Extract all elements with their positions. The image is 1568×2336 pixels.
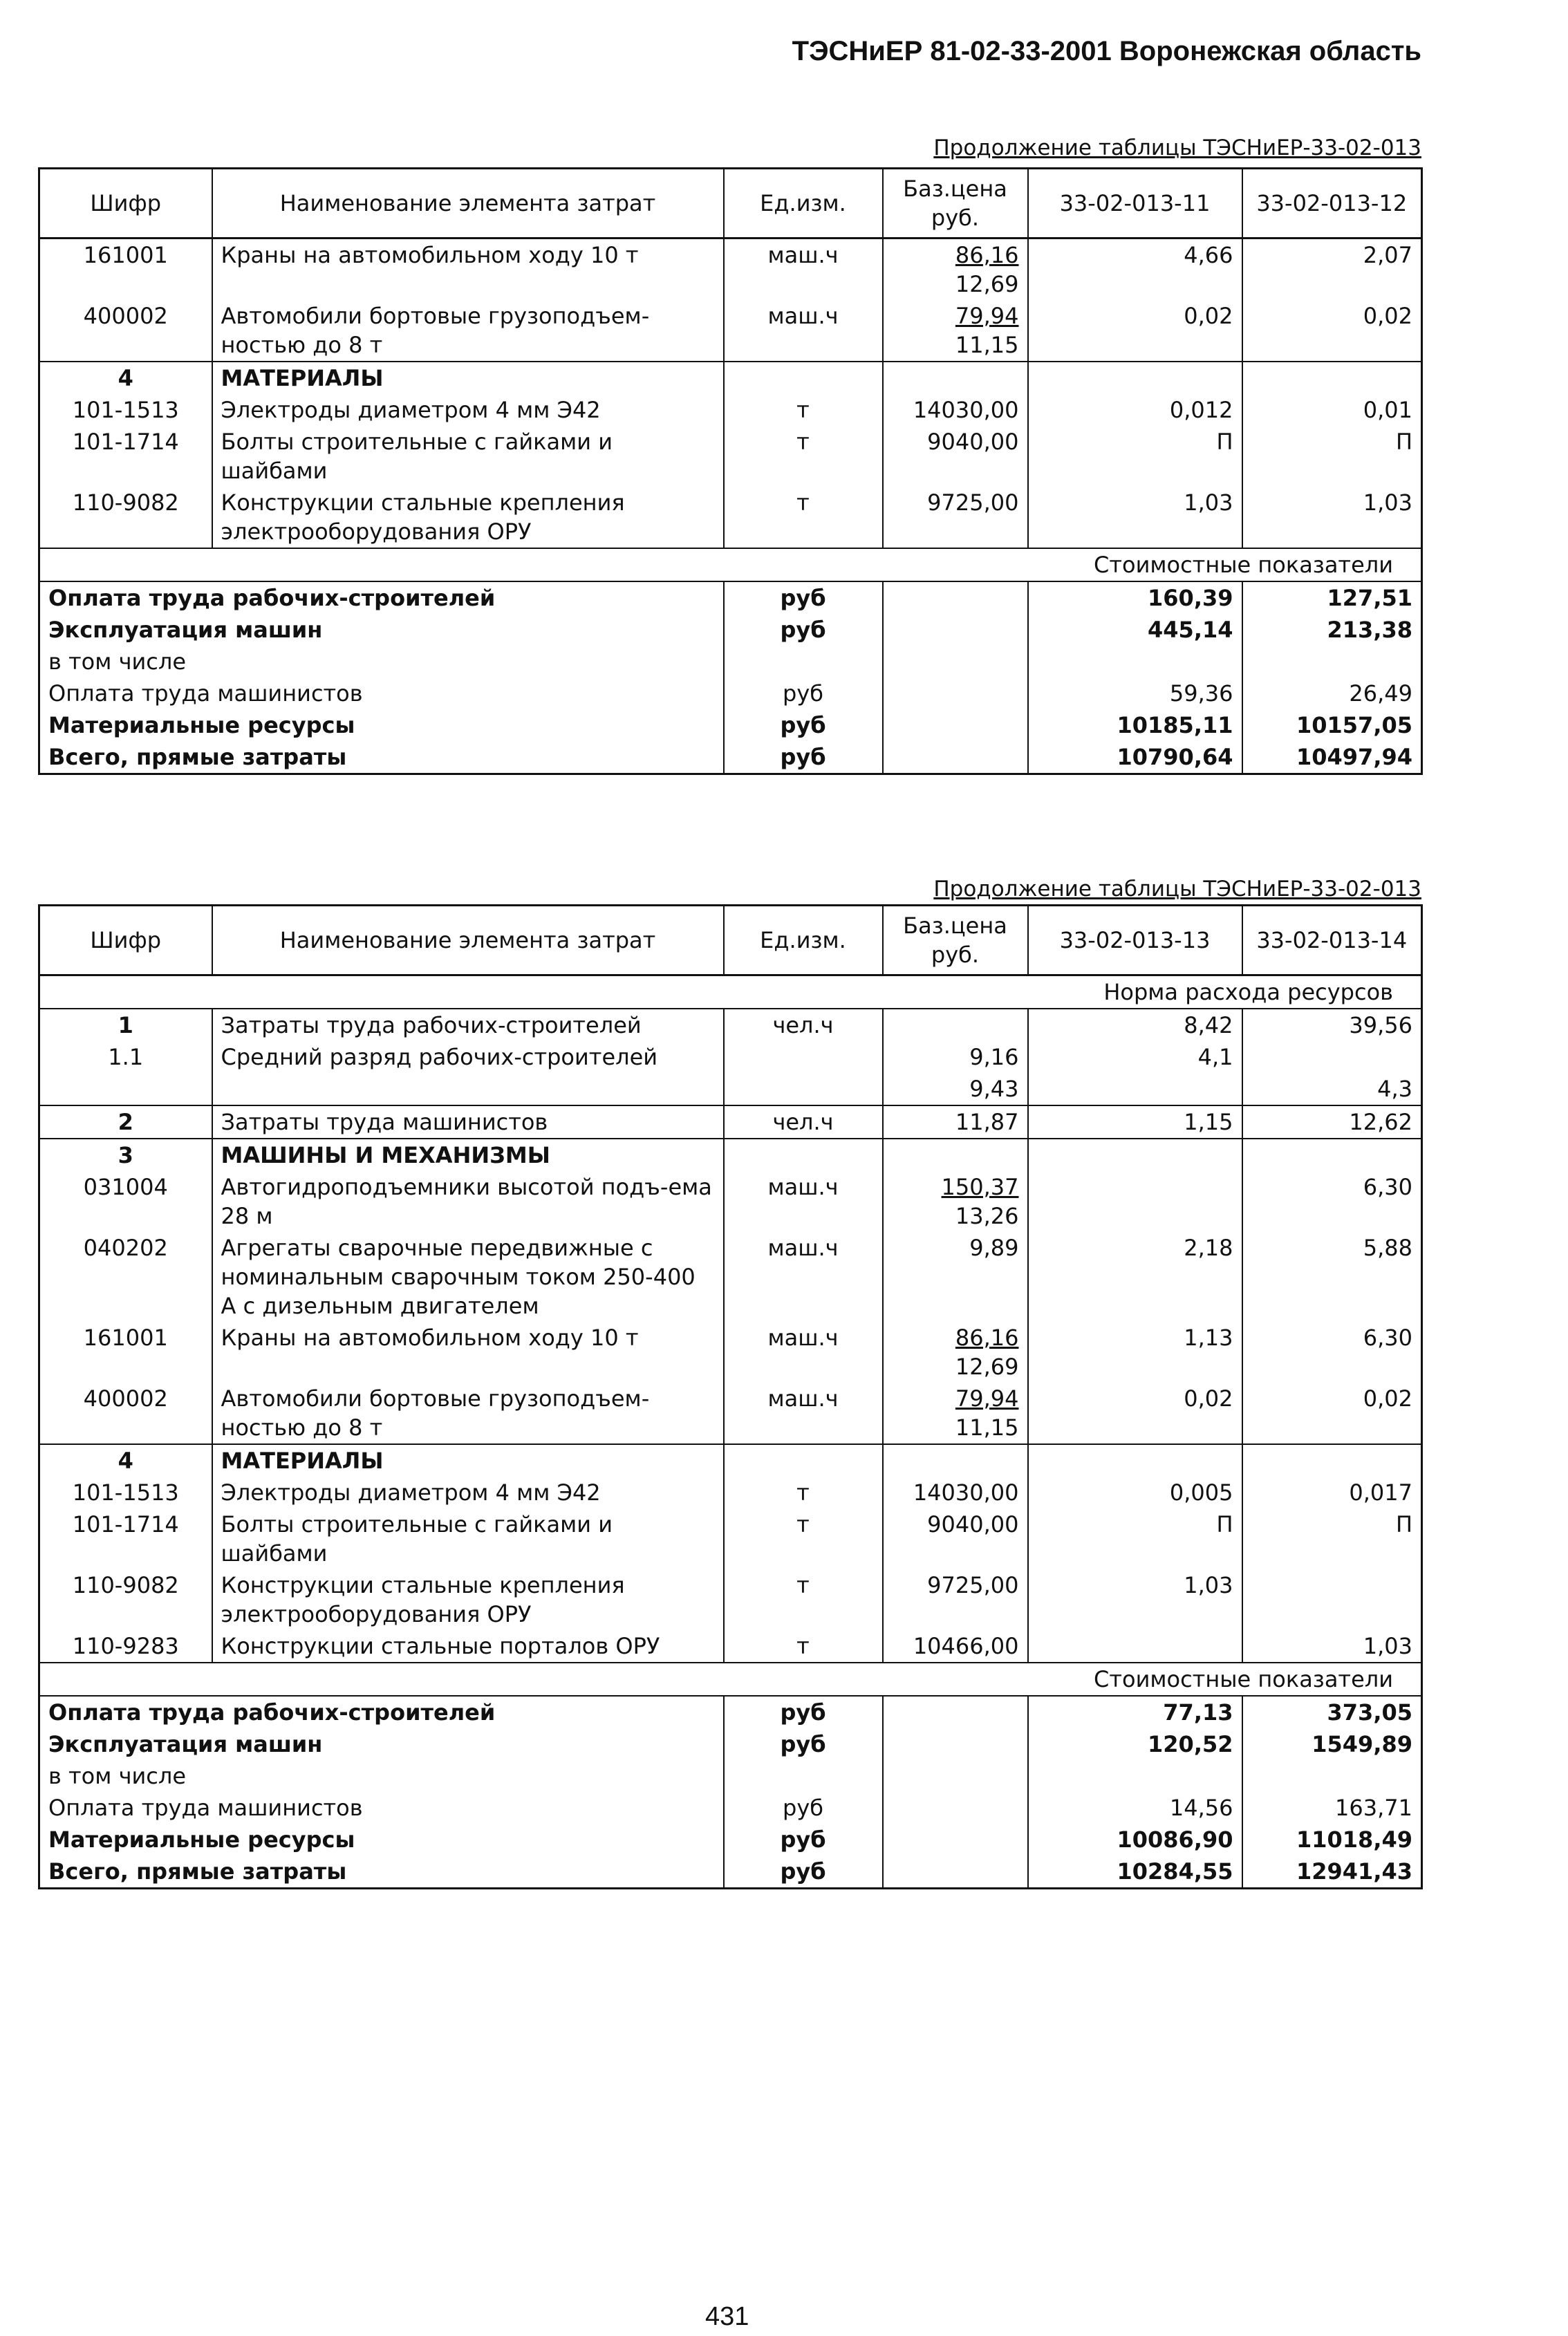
row-value-b: П: [1242, 426, 1422, 487]
row-name: Автомобили бортовые грузоподъем-ностью до 8 т: [212, 300, 724, 362]
row-value-b: 0,017: [1242, 1477, 1422, 1508]
row-price: 11,87: [883, 1105, 1028, 1139]
norm-band-row: [39, 975, 1422, 1009]
summary-label: Всего, прямые затраты: [48, 1858, 347, 1885]
table-row: [39, 426, 1422, 487]
section-code: 3: [39, 1139, 212, 1171]
cost-band-label: Стоимостные показатели: [39, 1663, 1422, 1696]
row-value-a: [1028, 1630, 1242, 1663]
summary-label: в том числе: [48, 1763, 186, 1789]
row-code: 400002: [39, 1383, 212, 1444]
row-value-a: 4,66: [1028, 239, 1242, 301]
summary-value-b: 10497,94: [1242, 741, 1422, 774]
col-header-code: Шифр: [39, 169, 212, 239]
row-value-b: П: [1242, 1508, 1422, 1569]
row-unit: т: [724, 426, 883, 487]
row-code: 101-1714: [39, 1508, 212, 1569]
col-header-price: [883, 906, 1028, 975]
table-row: [39, 1009, 1422, 1041]
summary-value-b: 26,49: [1242, 678, 1422, 709]
cost-band-label: Стоимостные показатели: [39, 548, 1422, 581]
summary-row: [39, 678, 1422, 709]
table2-header-row: [39, 906, 1422, 975]
summary-row: [39, 1824, 1422, 1856]
price-header-line2: руб.: [931, 205, 980, 231]
row-value-b: 0,01: [1242, 394, 1422, 426]
col-header-name: Наименование элемента затрат: [212, 169, 724, 239]
row-value-a: 0,02: [1028, 300, 1242, 362]
row-name: Автогидроподъемники высотой подъ-ема 28 м: [212, 1171, 724, 1232]
row-value-a: 1,03: [1028, 487, 1242, 548]
section-code: 4: [39, 1444, 212, 1477]
col-header-unit: Ед.изм.: [724, 906, 883, 975]
price-bottom: 12,69: [955, 1354, 1019, 1380]
row-value-b: 2,07: [1242, 239, 1422, 301]
summary-unit: руб: [724, 709, 883, 741]
row-code: 1: [39, 1009, 212, 1041]
summary-row: [39, 1856, 1422, 1889]
summary-unit: руб: [724, 741, 883, 774]
row-price: [883, 1009, 1028, 1041]
row-value-a: 0,005: [1028, 1477, 1242, 1508]
table-row: [39, 300, 1422, 362]
row-code: 110-9082: [39, 1569, 212, 1630]
row-code: 101-1513: [39, 1477, 212, 1508]
row-name: Краны на автомобильном ходу 10 т: [212, 1322, 724, 1383]
table-row: [39, 1322, 1422, 1383]
row-value-a: 1,15: [1028, 1105, 1242, 1139]
col-header-code: Шифр: [39, 906, 212, 975]
summary-unit: руб: [724, 614, 883, 646]
row-price: 9,16: [883, 1041, 1028, 1073]
row-name: Конструкции стальные крепления электрооборудования ОРУ: [212, 487, 724, 548]
row-value-b: 1,03: [1242, 487, 1422, 548]
row-unit: т: [724, 487, 883, 548]
section-row: [39, 1444, 1422, 1477]
section-title: МАТЕРИАЛЫ: [212, 362, 724, 394]
row-value-a: [1028, 1073, 1242, 1105]
summary-value-b: 163,71: [1242, 1792, 1422, 1824]
col-header-unit: Ед.изм.: [724, 169, 883, 239]
row-code: 031004: [39, 1171, 212, 1232]
row-code: 040202: [39, 1232, 212, 1322]
summary-value-a: 10185,11: [1028, 709, 1242, 741]
row-unit: т: [724, 1630, 883, 1663]
price-bottom: 12,69: [955, 271, 1019, 297]
row-value-a: П: [1028, 1508, 1242, 1569]
row-price: [883, 239, 1028, 301]
row-value-b: 39,56: [1242, 1009, 1422, 1041]
row-name: Конструкции стальные крепления электрооборудования ОРУ: [212, 1569, 724, 1630]
row-value-b: [1242, 1569, 1422, 1630]
summary-label: Оплата труда рабочих-строителей: [48, 1699, 496, 1726]
table-row: [39, 1232, 1422, 1322]
row-code: 161001: [39, 1322, 212, 1383]
summary-value-b: 127,51: [1242, 581, 1422, 614]
summary-value-a: [1028, 646, 1242, 678]
summary-row: [39, 1728, 1422, 1760]
price-bottom: 11,15: [955, 1414, 1019, 1441]
row-price: [883, 300, 1028, 362]
section-title: МАТЕРИАЛЫ: [212, 1444, 724, 1477]
row-code: 110-9283: [39, 1630, 212, 1663]
row-value-a: [1028, 1171, 1242, 1232]
table-row: [39, 239, 1422, 301]
section-row: [39, 362, 1422, 394]
table-row: [39, 1383, 1422, 1444]
summary-unit: руб: [724, 1696, 883, 1728]
section-title: МАШИНЫ И МЕХАНИЗМЫ: [212, 1139, 724, 1171]
row-unit: чел.ч: [724, 1009, 883, 1041]
row-name: Конструкции стальные порталов ОРУ: [212, 1630, 724, 1663]
table-row: [39, 1105, 1422, 1139]
row-name: Автомобили бортовые грузоподъем-ностью до 8 т: [212, 1383, 724, 1444]
row-unit: маш.ч: [724, 239, 883, 301]
row-value-a: 2,18: [1028, 1232, 1242, 1322]
row-unit: т: [724, 1569, 883, 1630]
col-header-norm-a: 33-02-013-13: [1028, 906, 1242, 975]
row-value-b: 6,30: [1242, 1171, 1422, 1232]
row-unit: [724, 1041, 883, 1073]
summary-value-a: 10086,90: [1028, 1824, 1242, 1856]
summary-row: [39, 741, 1422, 774]
summary-row: [39, 581, 1422, 614]
section-code: 4: [39, 362, 212, 394]
table1-caption: Продолжение таблицы ТЭСНиЕР-33-02-013: [933, 136, 1421, 160]
summary-value-a: 14,56: [1028, 1792, 1242, 1824]
table-row: [39, 1073, 1422, 1105]
row-unit: т: [724, 394, 883, 426]
summary-value-b: 11018,49: [1242, 1824, 1422, 1856]
row-name: Краны на автомобильном ходу 10 т: [212, 239, 724, 301]
summary-label: Материальные ресурсы: [48, 712, 355, 738]
row-price: [883, 1383, 1028, 1444]
summary-value-a: [1028, 1760, 1242, 1792]
row-price: 9,89: [883, 1232, 1028, 1322]
summary-label: Эксплуатация машин: [48, 1731, 323, 1757]
price-top: 86,16: [955, 1325, 1019, 1351]
summary-row: [39, 614, 1422, 646]
row-name: Болты строительные с гайками и шайбами: [212, 1508, 724, 1569]
summary-value-b: 12941,43: [1242, 1856, 1422, 1889]
row-unit: маш.ч: [724, 1171, 883, 1232]
summary-value-a: 59,36: [1028, 678, 1242, 709]
table-row: [39, 1171, 1422, 1232]
summary-row: [39, 1760, 1422, 1792]
row-code: 110-9082: [39, 487, 212, 548]
row-unit: [724, 1073, 883, 1105]
row-value-b: 4,3: [1242, 1073, 1422, 1105]
row-value-a: 8,42: [1028, 1009, 1242, 1041]
row-name: [212, 1073, 724, 1105]
row-value-a: 1,13: [1028, 1322, 1242, 1383]
summary-label: Эксплуатация машин: [48, 617, 323, 643]
row-value-b: 5,88: [1242, 1232, 1422, 1322]
table1-header-row: [39, 169, 1422, 239]
summary-value-b: [1242, 1760, 1422, 1792]
row-value-a: 0,012: [1028, 394, 1242, 426]
summary-value-a: 77,13: [1028, 1696, 1242, 1728]
summary-unit: руб: [724, 581, 883, 614]
summary-value-b: 213,38: [1242, 614, 1422, 646]
summary-unit: руб: [724, 1728, 883, 1760]
page-number: 431: [705, 2302, 749, 2331]
price-header-line1: Баз.цена: [903, 913, 1007, 939]
row-price: 9725,00: [883, 487, 1028, 548]
row-price: 14030,00: [883, 394, 1028, 426]
row-price: 14030,00: [883, 1477, 1028, 1508]
price-header-line2: руб.: [931, 942, 980, 968]
col-header-name: Наименование элемента затрат: [212, 906, 724, 975]
row-price: 9040,00: [883, 1508, 1028, 1569]
table-row: [39, 1569, 1422, 1630]
table-row: [39, 1477, 1422, 1508]
row-unit: т: [724, 1508, 883, 1569]
price-top: 79,94: [955, 303, 1019, 329]
row-code: 101-1513: [39, 394, 212, 426]
row-name: Агрегаты сварочные передвижные с номинальным сварочным током 250-400 А с дизельным двигателем: [212, 1232, 724, 1322]
summary-row: [39, 1792, 1422, 1824]
row-name: Затраты труда рабочих-строителей: [212, 1009, 724, 1041]
row-price: 9,43: [883, 1073, 1028, 1105]
row-name: Электроды диаметром 4 мм Э42: [212, 1477, 724, 1508]
row-value-b: 1,03: [1242, 1630, 1422, 1663]
row-value-a: П: [1028, 426, 1242, 487]
price-top: 150,37: [941, 1174, 1019, 1200]
summary-label: в том числе: [48, 648, 186, 675]
row-price: [883, 1322, 1028, 1383]
row-price: [883, 1171, 1028, 1232]
col-header-price: [883, 169, 1028, 239]
row-value-b: 12,62: [1242, 1105, 1422, 1139]
norm-table-1: [38, 167, 1423, 775]
row-code: [39, 1073, 212, 1105]
summary-value-b: 10157,05: [1242, 709, 1422, 741]
summary-label: Материальные ресурсы: [48, 1826, 355, 1853]
row-code: 2: [39, 1105, 212, 1139]
summary-label: Оплата труда рабочих-строителей: [48, 585, 496, 611]
row-code: 400002: [39, 300, 212, 362]
summary-label: Оплата труда машинистов: [48, 1795, 363, 1821]
row-unit: маш.ч: [724, 1383, 883, 1444]
row-value-b: [1242, 1041, 1422, 1073]
summary-unit: руб: [724, 1856, 883, 1889]
table-row: [39, 1508, 1422, 1569]
section-row: [39, 1139, 1422, 1171]
row-price: 10466,00: [883, 1630, 1028, 1663]
summary-value-a: 10790,64: [1028, 741, 1242, 774]
row-price: 9725,00: [883, 1569, 1028, 1630]
row-value-b: 0,02: [1242, 300, 1422, 362]
cost-band-row: [39, 1663, 1422, 1696]
row-unit: т: [724, 1477, 883, 1508]
summary-value-b: 1549,89: [1242, 1728, 1422, 1760]
document-header-title: ТЭСНиЕР 81-02-33-2001 Воронежская область: [792, 36, 1421, 66]
price-bottom: 13,26: [955, 1203, 1019, 1229]
summary-row: [39, 709, 1422, 741]
row-unit: маш.ч: [724, 300, 883, 362]
summary-row: [39, 1696, 1422, 1728]
row-value-a: 1,03: [1028, 1569, 1242, 1630]
row-unit: чел.ч: [724, 1105, 883, 1139]
norm-table-2: [38, 904, 1423, 1889]
table-row: [39, 1630, 1422, 1663]
row-unit: маш.ч: [724, 1322, 883, 1383]
row-unit: маш.ч: [724, 1232, 883, 1322]
cost-band-row: [39, 548, 1422, 581]
summary-value-a: 160,39: [1028, 581, 1242, 614]
summary-label: Всего, прямые затраты: [48, 744, 347, 770]
summary-unit: руб: [724, 1824, 883, 1856]
summary-unit: [724, 1760, 883, 1792]
col-header-norm-b: 33-02-013-14: [1242, 906, 1422, 975]
summary-value-a: 445,14: [1028, 614, 1242, 646]
summary-value-b: [1242, 646, 1422, 678]
table-row: [39, 1041, 1422, 1073]
summary-unit: [724, 646, 883, 678]
row-name: Затраты труда машинистов: [212, 1105, 724, 1139]
summary-value-b: 373,05: [1242, 1696, 1422, 1728]
row-name: Средний разряд рабочих-строителей: [212, 1041, 724, 1073]
row-value-b: 0,02: [1242, 1383, 1422, 1444]
col-header-norm-a: 33-02-013-11: [1028, 169, 1242, 239]
summary-label: Оплата труда машинистов: [48, 680, 363, 707]
row-code: 1.1: [39, 1041, 212, 1073]
summary-unit: руб: [724, 678, 883, 709]
col-header-norm-b: 33-02-013-12: [1242, 169, 1422, 239]
summary-unit: руб: [724, 1792, 883, 1824]
summary-value-a: 120,52: [1028, 1728, 1242, 1760]
row-code: 161001: [39, 239, 212, 301]
table2-caption: Продолжение таблицы ТЭСНиЕР-33-02-013: [933, 877, 1421, 901]
row-value-b: 6,30: [1242, 1322, 1422, 1383]
row-price: 9040,00: [883, 426, 1028, 487]
row-value-a: 0,02: [1028, 1383, 1242, 1444]
price-top: 79,94: [955, 1385, 1019, 1412]
norm-band-label: Норма расхода ресурсов: [39, 975, 1422, 1009]
table-row: [39, 487, 1422, 548]
row-name: Болты строительные с гайками и шайбами: [212, 426, 724, 487]
summary-value-a: 10284,55: [1028, 1856, 1242, 1889]
row-name: Электроды диаметром 4 мм Э42: [212, 394, 724, 426]
price-top: 86,16: [955, 242, 1019, 268]
price-header-line1: Баз.цена: [903, 176, 1007, 202]
summary-row: [39, 646, 1422, 678]
row-value-a: 4,1: [1028, 1041, 1242, 1073]
row-code: 101-1714: [39, 426, 212, 487]
price-bottom: 11,15: [955, 332, 1019, 358]
table-row: [39, 394, 1422, 426]
